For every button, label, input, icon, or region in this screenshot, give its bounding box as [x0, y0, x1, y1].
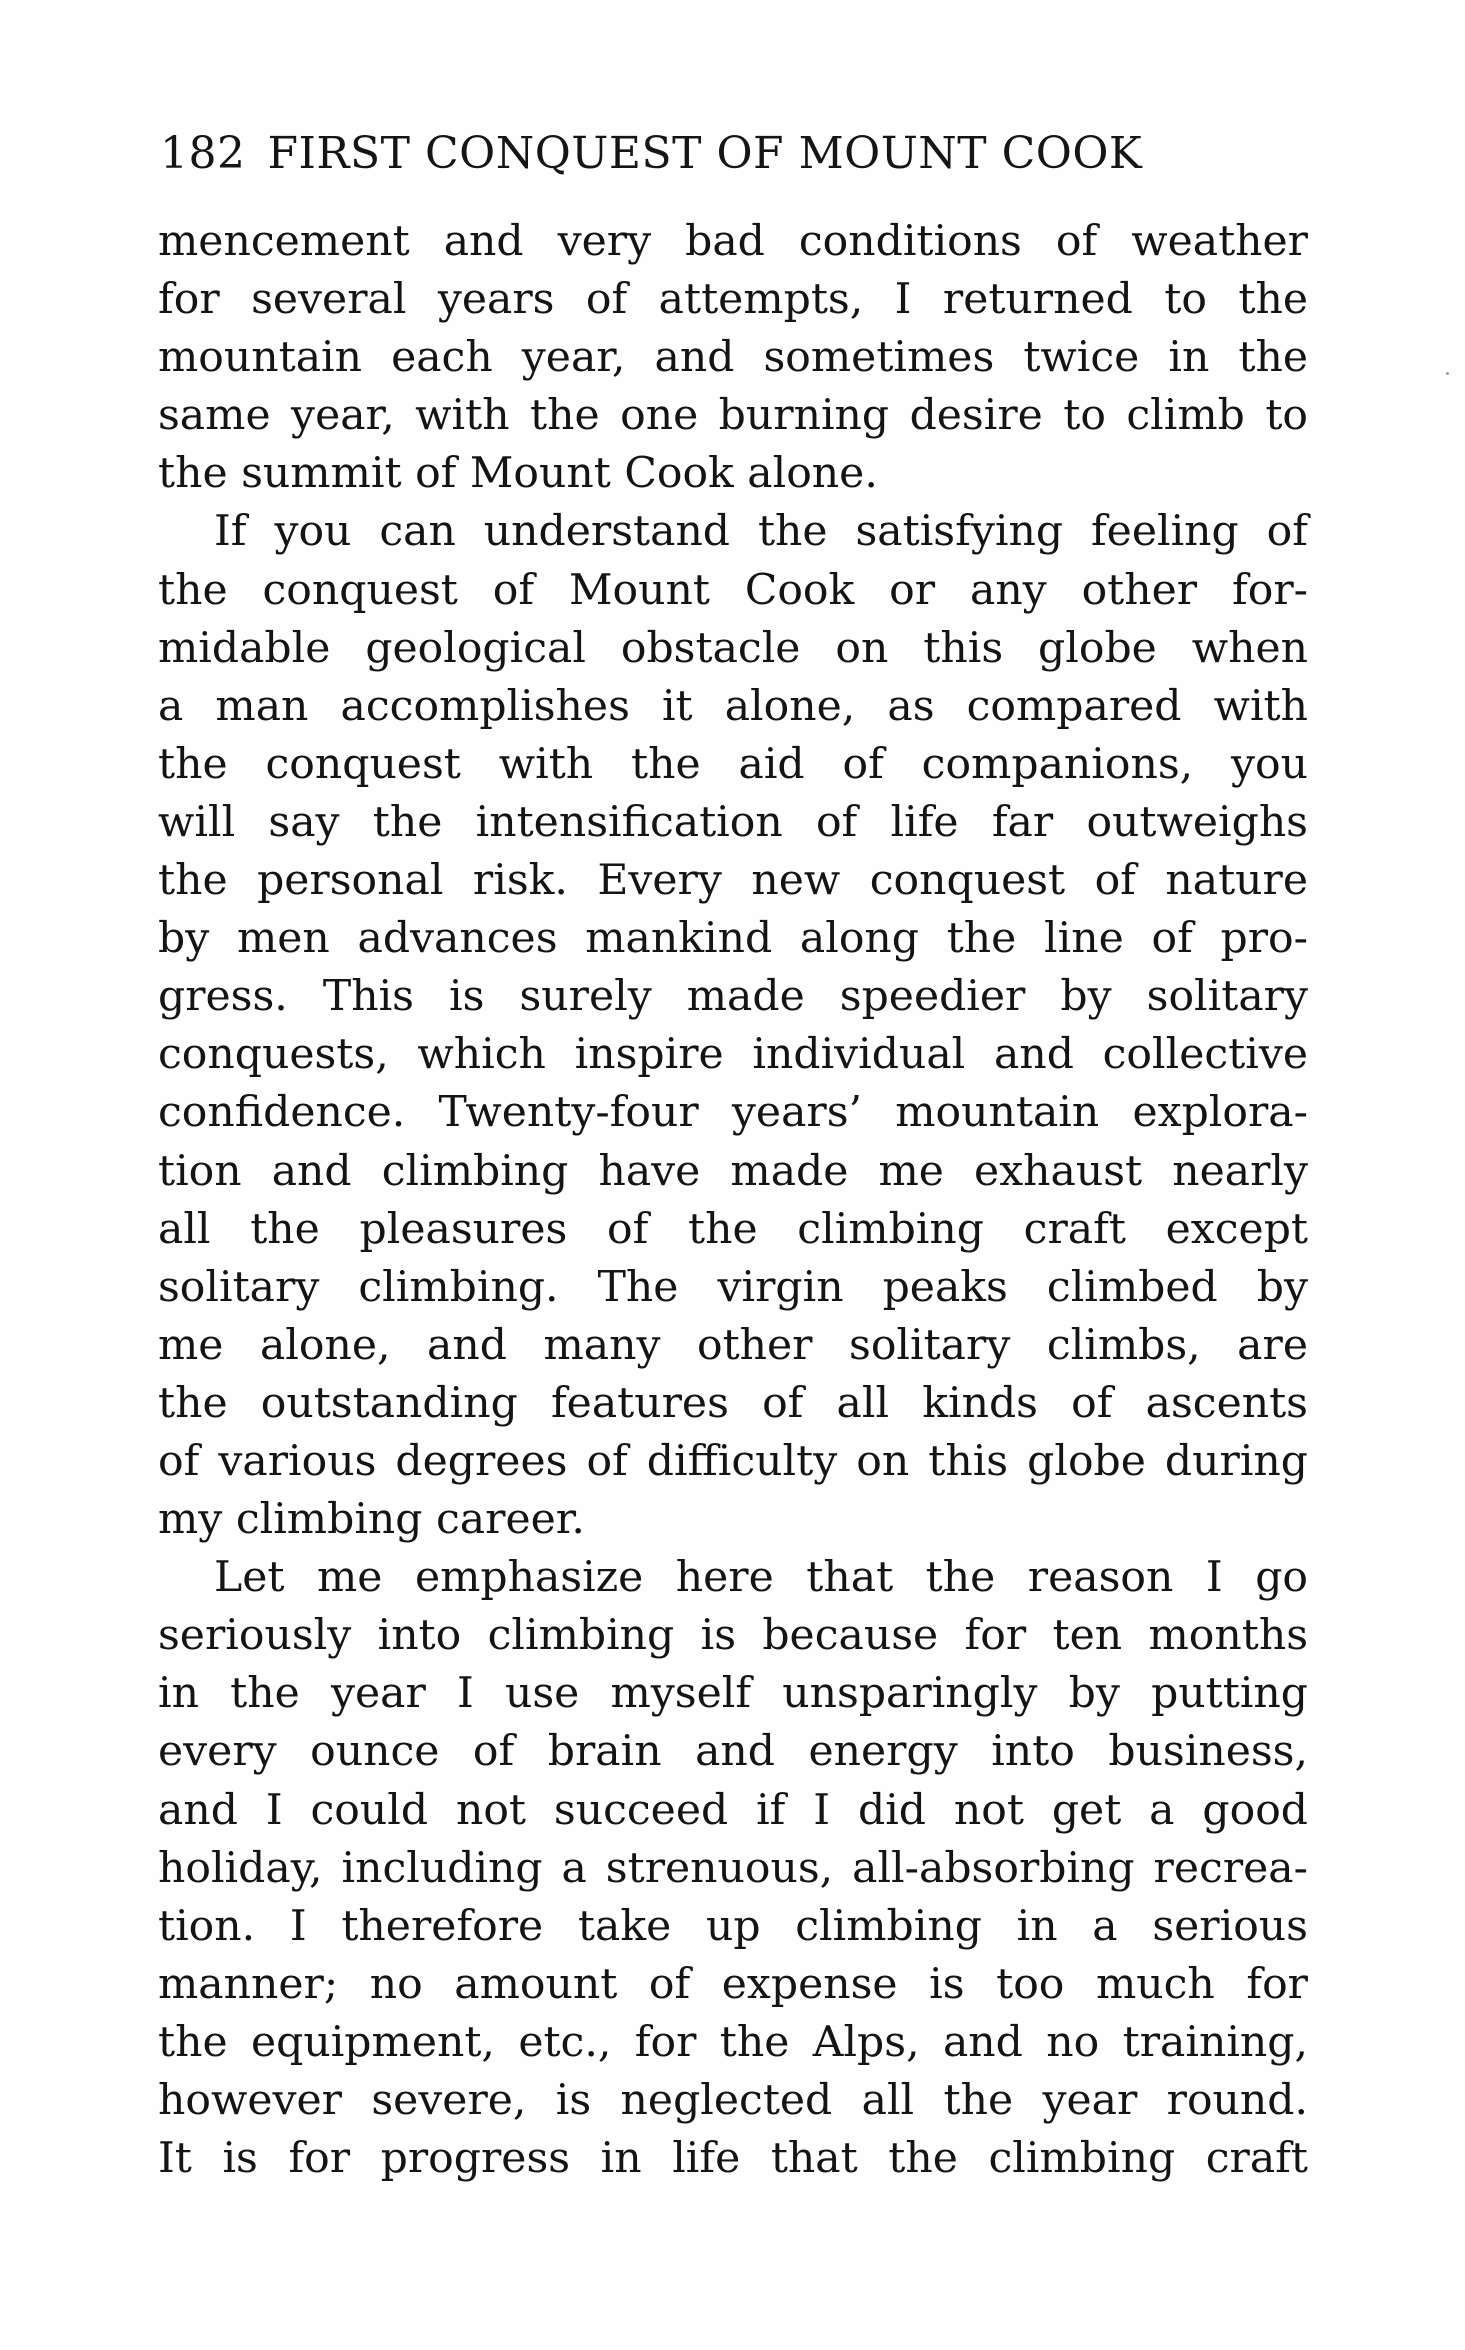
text-line: It is for progress in life that the climbing craft: [158, 2134, 1308, 2184]
text-line: will say the intensification of life far outweighs: [158, 797, 1308, 847]
text-line: gress. This is surely made speedier by solitary: [158, 972, 1308, 1022]
text-line: my climbing career.: [158, 1495, 585, 1545]
running-title: FIRST CONQUEST OF MOUNT COOK: [267, 128, 1143, 179]
text-line: for several years of attempts, I returned to the: [158, 275, 1308, 325]
text-line: same year, with the one burning desire to climb to: [158, 391, 1308, 441]
text-line: the conquest with the aid of companions, you: [158, 739, 1308, 789]
text-line: in the year I use myself unsparingly by putting: [158, 1669, 1308, 1719]
body-text: [158, 213, 1308, 2188]
text-line: all the pleasures of the climbing craft except: [158, 1204, 1308, 1254]
text-line: mountain each year, and sometimes twice in the: [158, 333, 1308, 383]
text-line: me alone, and many other solitary climbs, are: [158, 1320, 1308, 1370]
text-line: holiday, including a strenuous, all-absorbing recrea-: [158, 1843, 1308, 1893]
text-line: mencement and very bad conditions of weather: [158, 217, 1308, 266]
text-line: If you can understand the satisfying feeling of: [214, 507, 1308, 557]
text-line: however severe, is neglected all the year round.: [158, 2076, 1308, 2125]
text-line: the summit of Mount Cook alone.: [158, 449, 878, 499]
text-line: tion and climbing have made me exhaust nearly: [158, 1146, 1308, 1196]
text-line: conquests, which inspire individual and collective: [158, 1030, 1308, 1080]
text-line: the conquest of Mount Cook or any other for-: [158, 565, 1308, 615]
running-head: [160, 124, 1310, 184]
text-line: and I could not succeed if I did not get a good: [158, 1785, 1308, 1835]
text-line: manner; no amount of expense is too much for: [158, 1959, 1308, 2009]
scan-speck: [1446, 372, 1449, 375]
text-line: the equipment, etc., for the Alps, and no training,: [158, 2017, 1308, 2067]
text-line: the outstanding features of all kinds of ascents: [158, 1378, 1308, 1428]
text-line: a man accomplishes it alone, as compared with: [158, 681, 1308, 731]
text-line: tion. I therefore take up climbing in a serious: [158, 1901, 1308, 1951]
text-line: solitary climbing. The virgin peaks climbed by: [158, 1262, 1308, 1312]
text-line: confidence. Twenty-four years’ mountain explora-: [158, 1088, 1308, 1138]
text-line: seriously into climbing is because for ten months: [158, 1611, 1308, 1661]
text-line: by men advances mankind along the line of pro-: [158, 914, 1308, 964]
text-line: of various degrees of difficulty on this globe during: [158, 1436, 1308, 1486]
text-line: midable geological obstacle on this globe when: [158, 623, 1308, 673]
text-line: the personal risk. Every new conquest of nature: [158, 856, 1308, 906]
page-number: 182: [160, 128, 246, 179]
text-line: every ounce of brain and energy into business,: [158, 1727, 1308, 1777]
text-line: Let me emphasize here that the reason I go: [214, 1553, 1308, 1603]
